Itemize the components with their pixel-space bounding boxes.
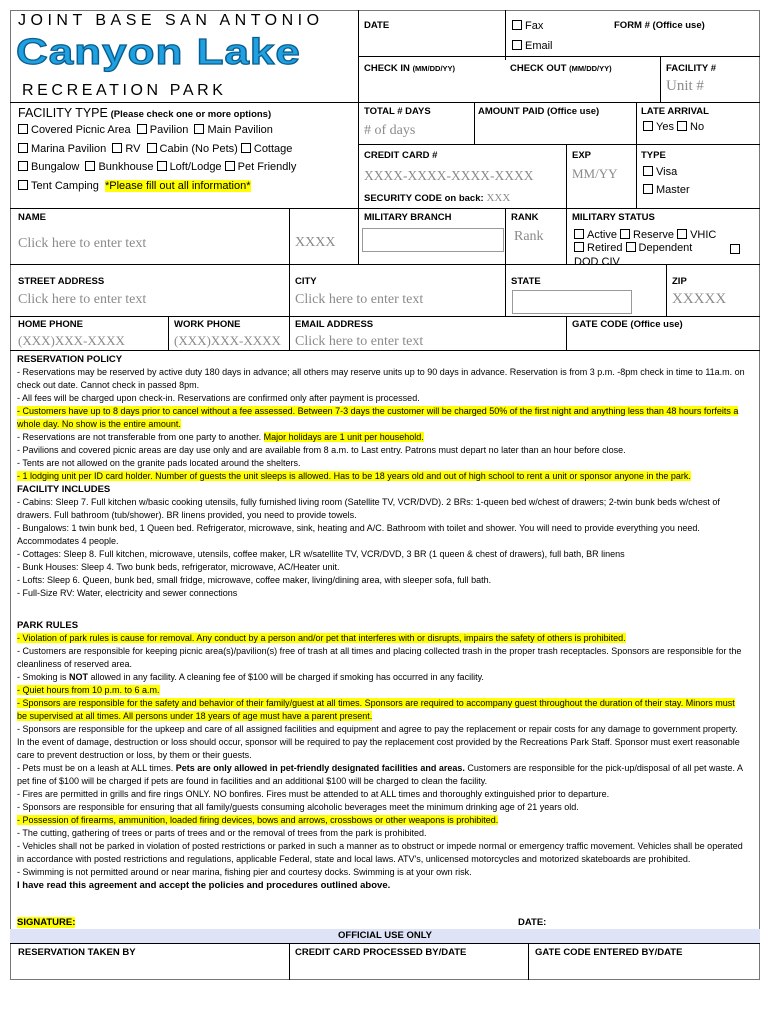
policy-text: - All fees will be charged upon check-in. Reservations are confirmed only after payment is processed. <box>17 393 420 403</box>
city-field[interactable]: Click here to enter text <box>295 292 424 307</box>
form-number-label: FORM # (Office use) <box>614 20 705 31</box>
rank-label: RANK <box>511 212 539 223</box>
rule-text: - Quiet hours from 10 p.m. to 6 a.m. <box>17 685 160 695</box>
checkbox-icon <box>512 40 522 50</box>
policy-item <box>17 444 745 457</box>
policy-text: - Pavilions and covered picnic areas are day use only and are available from 8 a.m. to Last entry. Patrons must depart no later than an hour before close. <box>17 445 626 455</box>
fax-checkbox[interactable]: Fax <box>512 20 543 32</box>
policy-text: - Reservations are not transferable from one party to another. <box>17 432 264 442</box>
status-retired[interactable]: Retired <box>574 242 622 254</box>
rule-text: - Vehicles shall not be parked in violation of posted restrictions or parked in such a manner as to obstruct or impede normal or emergency traffic movement. Vehicles shall be operated in accordance with posted restrictions and regulations, applicable Federal, state and local laws. ATV's, unlicensed motorcycles and motorized skateboards are prohibited. <box>17 841 743 864</box>
facility-row1 <box>18 124 273 136</box>
rule-text: Customers are responsible for the pick-up/disposal of all pet waste. A pet fine of $100 will be charged if pets are found in facilities and an additional $100 will be charged to clean the facility. <box>17 763 743 786</box>
visa-checkbox[interactable]: Visa <box>643 166 677 178</box>
rule-item <box>17 671 745 684</box>
cc-processed-label: CREDIT CARD PROCESSED BY/DATE <box>295 947 467 958</box>
total-days-field[interactable]: # of days <box>364 123 416 138</box>
checkbox-marina-pavilion[interactable]: Marina Pavilion <box>18 143 106 155</box>
zip-label: ZIP <box>672 276 687 287</box>
checkbox-covered-picnic[interactable]: Covered Picnic Area <box>18 124 131 136</box>
policy-item <box>17 405 745 431</box>
checkbox-main-pavilion[interactable]: Main Pavilion <box>194 124 272 136</box>
reservation-policy-title: RESERVATION POLICY <box>17 354 123 365</box>
amount-paid-label: AMOUNT PAID (Office use) <box>478 106 600 117</box>
military-status-label: MILITARY STATUS <box>572 212 655 223</box>
email-checkbox[interactable]: Email <box>512 40 553 52</box>
exp-label: EXP <box>572 150 592 161</box>
rule-text: - Smoking is <box>17 672 70 682</box>
status-reserve[interactable]: Reserve <box>620 229 674 241</box>
rule-item <box>17 840 745 866</box>
rank-field[interactable]: Rank <box>514 229 544 244</box>
checkbox-bungalow[interactable]: Bungalow <box>18 161 79 173</box>
checkbox-cottage[interactable]: Cottage <box>241 143 293 155</box>
facility-type-heading: FACILITY TYPE (Please check one or more options) <box>18 106 272 120</box>
policy-text: - Tents are not allowed on the granite pads located around the shelters. <box>17 458 301 468</box>
military-branch-label: MILITARY BRANCH <box>364 212 452 223</box>
facility-include-item: - Lofts: Sleep 6. Queen, bunk bed, small fridge, microwave, coffee maker, living/dining area, with sleeper sofa, full bath. <box>17 575 492 585</box>
rule-text: - Sponsors are responsible for the upkeep and care of all assigned facilities and equipment and agree to pay the replacement or repair costs for any damage to government property. In the event of damage, destruction or loss should occur, sponsor will be required to pay the replacement cost provided by the Recreations Park Staff. Sponsor must exert reasonable care to prevent destruction or loss, by them or their guests. <box>17 724 740 760</box>
rule-item <box>17 723 745 762</box>
rule-text: - Sponsors are responsible for the safety and behavior of their family/guest at all times. Sponsors are required to accompany guest throughout the duration of their stay. Minors must be supervised at all times. All persons under 18 years of age must have a parent present. <box>17 698 735 721</box>
unit-number-field[interactable]: Unit # <box>666 78 704 94</box>
exp-field[interactable]: MM/YY <box>572 166 618 181</box>
policy-item <box>17 392 745 405</box>
policy-highlight: Major holidays are 1 unit per household. <box>263 432 424 442</box>
zip-field[interactable]: XXXXX <box>672 291 727 307</box>
checkbox-rv[interactable]: RV <box>112 143 140 155</box>
status-dod-civ-label: DOD CIV <box>574 256 620 268</box>
name-label: NAME <box>18 212 46 223</box>
policy-item <box>17 470 745 483</box>
rule-item <box>17 827 745 840</box>
checkout-label: CHECK OUT (MM/DD/YY) <box>510 63 612 74</box>
brand-line3: RECREATION PARK <box>22 82 227 99</box>
rule-text: - Customers are responsible for keeping picnic area(s)/pavilion(s) free of trash at all times and placing collected trash in the proper trash receptacles. Sponsors are responsible for the cleanliness of reserved area. <box>17 646 742 669</box>
rule-item <box>17 788 745 801</box>
status-row2 <box>574 242 692 254</box>
rule-item <box>17 645 745 671</box>
agreement-text: I have read this agreement and accept the policies and procedures outlined above. <box>17 880 391 891</box>
policy-item <box>17 431 745 444</box>
park-rules-title: PARK RULES <box>17 620 79 631</box>
facility-includes-title: FACILITY INCLUDES <box>17 484 111 495</box>
rule-bold: Pets are only allowed in pet-friendly designated facilities and areas. <box>175 763 465 773</box>
rule-item <box>17 684 745 697</box>
checkbox-tent-camping[interactable]: Tent Camping <box>18 180 99 192</box>
gate-code-entered-label: GATE CODE ENTERED BY/DATE <box>535 947 683 958</box>
reservation-taken-by-label: RESERVATION TAKEN BY <box>18 947 136 958</box>
policy-text: - Reservations may be reserved by active duty 180 days in advance; all others may reserve units up to 90 days in advance. Reservation is from 3 p.m. -8pm check in time to 11a.m. on check out date. Cannot check in passed 8pm. <box>17 367 745 390</box>
rule-text: - Fires are permitted in grills and fire rings ONLY. NO bonfires. Fires must be attended to at ALL times and thoroughly extinguished prior to departure. <box>17 789 610 799</box>
late-arrival-options <box>643 121 704 133</box>
rule-text: - Pets must be on a leash at ALL times. <box>17 763 176 773</box>
street-address-label: STREET ADDRESS <box>18 276 105 287</box>
master-checkbox[interactable]: Master <box>643 184 690 196</box>
name-extra-field[interactable]: XXXX <box>295 235 336 250</box>
facility-row3 <box>18 161 296 173</box>
official-use-banner: OFFICIAL USE ONLY <box>10 929 760 943</box>
status-active[interactable]: Active <box>574 229 617 241</box>
email-address-field[interactable]: Click here to enter text <box>295 334 424 349</box>
checkbox-pet-friendly[interactable]: Pet Friendly <box>225 161 297 173</box>
rule-item <box>17 801 745 814</box>
home-phone-field[interactable]: (XXX)XXX-XXXX <box>18 333 125 348</box>
rule-item <box>17 697 745 723</box>
reservation-policy-section <box>17 353 745 600</box>
rule-text: - Sponsors are responsible for ensuring that all family/guests consuming alcoholic beverages meet the minimum drinking age of 21 years old. <box>17 802 579 812</box>
name-field[interactable]: Click here to enter text <box>18 236 147 251</box>
rule-item <box>17 866 745 879</box>
park-rules-section <box>17 619 745 892</box>
total-days-label: TOTAL # DAYS <box>364 106 431 117</box>
status-vhic[interactable]: VHIC <box>677 229 716 241</box>
street-address-field[interactable]: Click here to enter text <box>18 292 147 307</box>
rule-item <box>17 814 745 827</box>
policy-text: - Customers have up to 8 days prior to cancel without a fee assessed. Between 7-3 days the customer will be charged 50% of the first night and anything less than 48 hours forfeits a whole day. No show is the entire amount. <box>17 406 739 429</box>
checkbox-bunkhouse[interactable]: Bunkhouse <box>85 161 153 173</box>
date-label: DATE <box>364 20 390 31</box>
policy-item <box>17 457 745 470</box>
rule-bold: NOT <box>69 672 89 682</box>
gate-code-label: GATE CODE (Office use) <box>572 319 683 330</box>
facility-row4 <box>18 180 251 192</box>
date-signature-label: DATE: <box>518 917 547 928</box>
checkbox-cabin[interactable]: Cabin (No Pets) <box>147 143 238 155</box>
signature-label: SIGNATURE: <box>17 917 76 928</box>
status-dependent[interactable]: Dependent <box>626 242 693 254</box>
state-field[interactable] <box>512 290 632 314</box>
status-dod-checkbox[interactable] <box>730 244 743 256</box>
policy-text: - 1 lodging unit per ID card holder. Number of guests the unit sleeps is allowed. Has to be 18 years old and out of high school to rent a unit or sponsor anyone in the park. <box>17 471 691 481</box>
checkbox-pavilion[interactable]: Pavilion <box>137 124 189 136</box>
rule-item <box>17 632 745 645</box>
late-arrival-label: LATE ARRIVAL <box>641 106 709 117</box>
work-phone-field[interactable]: (XXX)XXX-XXXX <box>174 333 281 348</box>
email-address-label: EMAIL ADDRESS <box>295 319 374 330</box>
rule-item <box>17 762 745 788</box>
security-code-field[interactable]: XXX <box>486 192 511 204</box>
rule-text: - Swimming is not permitted around or near marina, fishing pier and courtesy docks. Swimming is at your own risk. <box>17 867 472 877</box>
security-code: SECURITY CODE on back: XXX <box>364 192 511 204</box>
city-label: CITY <box>295 276 317 287</box>
brand-line1: JOINT BASE SAN ANTONIO <box>18 12 324 29</box>
rule-text: - Violation of park rules is cause for removal. Any conduct by a person and/or pet that interferes with or disrupts, impairs the safety of others is prohibited. <box>17 633 626 643</box>
checkin-label: CHECK IN (MM/DD/YY) <box>364 63 456 74</box>
late-no-checkbox[interactable]: No <box>677 121 704 133</box>
facility-include-item: - Cabins: Sleep 7. Full kitchen w/basic cooking utensils, fully furnished living room (Satellite TV, VCR/DVD). 2 BRs: 1-queen bed w/chest of drawers; 2-twin bunk beds w/chest of drawers. Full bathroom (tub/shower). BR linens provided, you need to provide towels. <box>17 497 720 520</box>
checkbox-loft-lodge[interactable]: Loft/Lodge <box>157 161 222 173</box>
facility-include-item: - Full-Size RV: Water, electricity and sewer connections <box>17 588 238 598</box>
checkbox-icon <box>512 20 522 30</box>
rule-text: - Possession of firearms, ammunition, loaded firing devices, bows and arrows, crossbows or other weapons is prohibited. <box>17 815 499 825</box>
credit-card-label: CREDIT CARD # <box>364 150 438 161</box>
work-phone-label: WORK PHONE <box>174 319 241 330</box>
credit-card-field[interactable]: XXXX-XXXX-XXXX-XXXX <box>364 168 534 183</box>
facility-include-item: - Cottages: Sleep 8. Full kitchen, microwave, utensils, coffee maker, LR w/satellite TV, VCR/DVD, 3 BR (1 queen & chest of drawers), full bath, BR linens <box>17 549 625 559</box>
home-phone-label: HOME PHONE <box>18 319 83 330</box>
fill-all-note: *Please fill out all information* <box>105 180 251 192</box>
facility-include-item: - Bunk Houses: Sleep 4. Two bunk beds, refrigerator, microwave, AC/Heater unit. <box>17 562 340 572</box>
brand-logo-canyon-lake: Canyon Lake <box>16 32 301 73</box>
rule-text: - The cutting, gathering of trees or parts of trees and or the removal of trees from the park is prohibited. <box>17 828 427 838</box>
military-branch-field[interactable] <box>362 228 504 252</box>
facility-row2 <box>18 143 292 155</box>
card-type-label: TYPE <box>641 150 666 161</box>
state-label: STATE <box>511 276 541 287</box>
status-row1 <box>574 229 716 241</box>
late-yes-checkbox[interactable]: Yes <box>643 121 674 133</box>
facility-number-label: FACILITY # <box>666 63 716 74</box>
facility-include-item: - Bungalows: 1 twin bunk bed, 1 Queen bed. Refrigerator, microwave, sink, heating and A/C. Bathroom with toilet and shower. You will need to provide everything you need. Accommodates 4 people. <box>17 523 700 546</box>
rule-text: allowed in any facility. A cleaning fee of $100 will be charged if smoking has occurred in any facility. <box>88 672 484 682</box>
policy-item <box>17 366 745 392</box>
